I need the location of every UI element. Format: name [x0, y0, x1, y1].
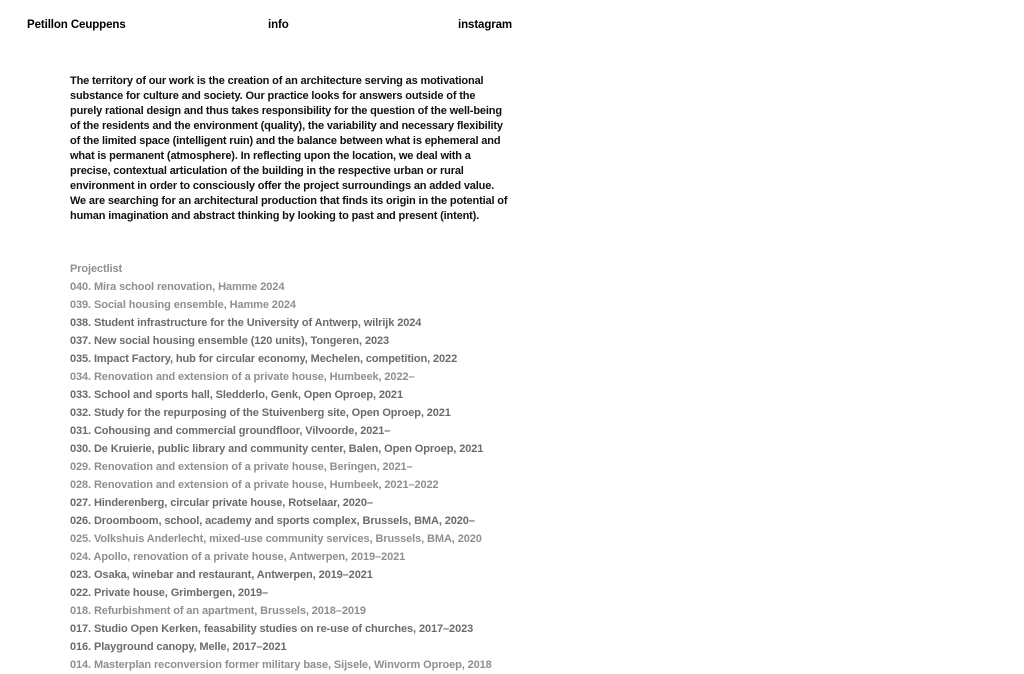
- project-list-section: [70, 260, 530, 674]
- project-item[interactable]: 029. Renovation and extension of a private house, Beringen, 2021–: [70, 461, 413, 473]
- project-item[interactable]: 026. Droomboom, school, academy and sports complex, Brussels, BMA, 2020–: [70, 515, 475, 527]
- project-item[interactable]: 033. School and sports hall, Sledderlo, Genk, Open Oproep, 2021: [70, 389, 403, 401]
- project-item[interactable]: 017. Studio Open Kerken, feasability studies on re-use of churches, 2017–2023: [70, 623, 474, 635]
- project-item[interactable]: 028. Renovation and extension of a private house, Humbeek, 2021–2022: [70, 479, 439, 491]
- intro-text: The territory of our work is the creation of an architecture serving as motivational substance for culture and society. Our practice looks for answers outside of the purely rational design and thus takes responsibility for the question of the well-being of the residents and the environment (quality), the variability and necessary flexibility of the limited space (intelligent ruin) and the balance between what is ephemeral and what is permanent (atmosphere). In reflecting upon the location, we deal with a precise, contextual articulation of the building in the respective urban or rural environment in order to consciously offer the project surroundings an added value. We are searching for an architectural production that finds its origin in the potential of human imagination and abstract thinking by looking to past and present (intent).: [70, 75, 508, 222]
- project-item[interactable]: 030. De Kruierie, public library and community center, Balen, Open Oproep, 2021: [70, 443, 484, 455]
- project-item[interactable]: 037. New social housing ensemble (120 units), Tongeren, 2023: [70, 335, 390, 347]
- project-item[interactable]: 022. Private house, Grimbergen, 2019–: [70, 587, 269, 599]
- project-item[interactable]: 038. Student infrastructure for the University of Antwerp, wilrijk 2024: [70, 317, 422, 329]
- info-link[interactable]: info: [268, 19, 289, 31]
- instagram-link[interactable]: instagram: [458, 19, 513, 31]
- project-item[interactable]: 027. Hinderenberg, circular private house, Rotselaar, 2020–: [70, 497, 373, 509]
- project-item[interactable]: 024. Apollo, renovation of a private house, Antwerpen, 2019–2021: [70, 551, 406, 563]
- project-item[interactable]: 034. Renovation and extension of a private house, Humbeek, 2022–: [70, 371, 415, 383]
- project-item[interactable]: 014. Masterplan reconversion former military base, Sijsele, Winvorm Oproep, 2018: [70, 659, 492, 671]
- brand-link[interactable]: Petillon Ceuppens: [27, 19, 126, 31]
- project-item[interactable]: 031. Cohousing and commercial groundfloor, Vilvoorde, 2021–: [70, 425, 391, 437]
- project-item[interactable]: 032. Study for the repurposing of the Stuivenberg site, Open Oproep, 2021: [70, 407, 451, 419]
- project-item[interactable]: 039. Social housing ensemble, Hamme 2024: [70, 299, 296, 311]
- project-list: [70, 278, 530, 674]
- projects-heading: Projectlist: [70, 263, 123, 275]
- project-item[interactable]: 040. Mira school renovation, Hamme 2024: [70, 281, 285, 293]
- project-item[interactable]: 025. Volkshuis Anderlecht, mixed-use community services, Brussels, BMA, 2020: [70, 533, 482, 545]
- project-item[interactable]: 016. Playground canopy, Melle, 2017–2021: [70, 641, 287, 653]
- project-item[interactable]: 018. Refurbishment of an apartment, Brussels, 2018–2019: [70, 605, 366, 617]
- project-item[interactable]: 035. Impact Factory, hub for circular economy, Mechelen, competition, 2022: [70, 353, 458, 365]
- project-item[interactable]: 023. Osaka, winebar and restaurant, Antwerpen, 2019–2021: [70, 569, 373, 581]
